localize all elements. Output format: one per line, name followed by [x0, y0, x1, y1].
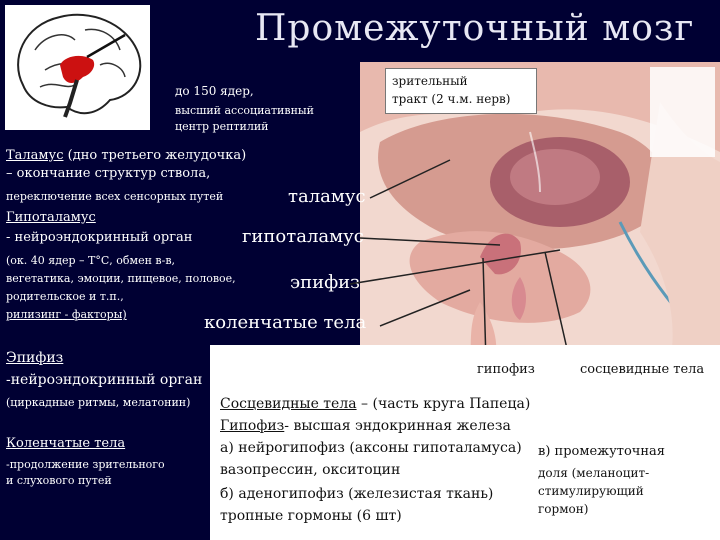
optic-tract-label-2: тракт (2 ч.м. нерв) — [392, 92, 511, 106]
hypophysis-title-rest: - высшая эндокринная железа — [284, 418, 511, 434]
adenohypophysis-hormones: тропные гормоны (6 шт) — [220, 508, 402, 524]
thalamus-title: Таламус — [6, 148, 64, 163]
hypophysis-desc — [220, 418, 511, 434]
geniculate-title: Коленчатые тела — [6, 436, 126, 451]
thalamus-desc: – окончание структур ствола, — [6, 166, 211, 181]
hypothalamus-title: Гипоталамус — [6, 210, 96, 225]
epiphysis-desc-2: (циркадные ритмы, мелатонин) — [6, 396, 191, 409]
page-title: Промежуточный мозг — [255, 8, 695, 49]
mammillary-title: Сосцевидные тела — [220, 396, 357, 412]
hypothalamus-desc-5: рилизинг - факторы) — [6, 308, 127, 321]
epiphysis-pointer — [350, 250, 560, 284]
geniculate-desc-2: и слухового путей — [6, 474, 112, 487]
nuclei-note: до 150 ядер, — [175, 84, 254, 98]
intermediate-lobe-1: в) промежуточная — [538, 444, 665, 459]
hypothalamus-desc-4: родительское и т.п., — [6, 290, 124, 303]
nuclei-note-2: высший ассоциативный — [175, 104, 314, 117]
mammillary-label: сосцевидные тела — [580, 362, 705, 377]
thalamus-label: таламус — [288, 186, 366, 207]
mammillary-title-rest: – (часть круга Папеца) — [356, 396, 531, 412]
hypothalamus-desc-3: вегетатика, эмоции, пищевое, половое, — [6, 272, 236, 285]
hypothalamus-desc-2: (ок. 40 ядер – Т°С, обмен в-в, — [6, 254, 176, 267]
thalamus-desc-2: переключение всех сенсорных путей — [6, 190, 224, 203]
geniculate-pointer — [380, 290, 470, 326]
epiphysis-title: Эпифиз — [6, 350, 64, 366]
thalamus-title-rest: (дно третьего желудочка) — [63, 148, 247, 163]
adenohypophysis-line: б) аденогипофиз (железистая ткань) — [220, 486, 494, 502]
hypophysis-label: гипофиз — [477, 362, 535, 377]
hypothalamus-label: гипоталамус — [242, 226, 364, 247]
intermediate-lobe-3: стимулирующий — [538, 484, 644, 498]
neurohypophysis-hormones: вазопрессин, окситоцин — [220, 462, 401, 478]
thalamus-pointer — [370, 160, 450, 198]
epiphysis-desc: -нейроэндокринный орган — [6, 372, 203, 388]
intermediate-lobe-2: доля (меланоцит- — [538, 466, 650, 480]
geniculate-desc: -продолжение зрительного — [6, 458, 165, 471]
optic-tract-label: зрительный — [392, 74, 468, 88]
epiphysis-label: эпифиз — [290, 272, 360, 293]
hypophysis-title: Гипофиз — [220, 418, 285, 434]
geniculate-label: коленчатые тела — [204, 312, 367, 333]
nuclei-note-3: центр рептилий — [175, 120, 269, 133]
hypothalamus-desc: - нейроэндокринный орган — [6, 230, 193, 245]
mammillary-desc — [220, 396, 530, 412]
neurohypophysis-line: а) нейрогипофиз (аксоны гипоталамуса) — [220, 440, 522, 456]
hypothalamus-pointer — [360, 238, 500, 245]
intermediate-lobe-4: гормон) — [538, 502, 589, 516]
